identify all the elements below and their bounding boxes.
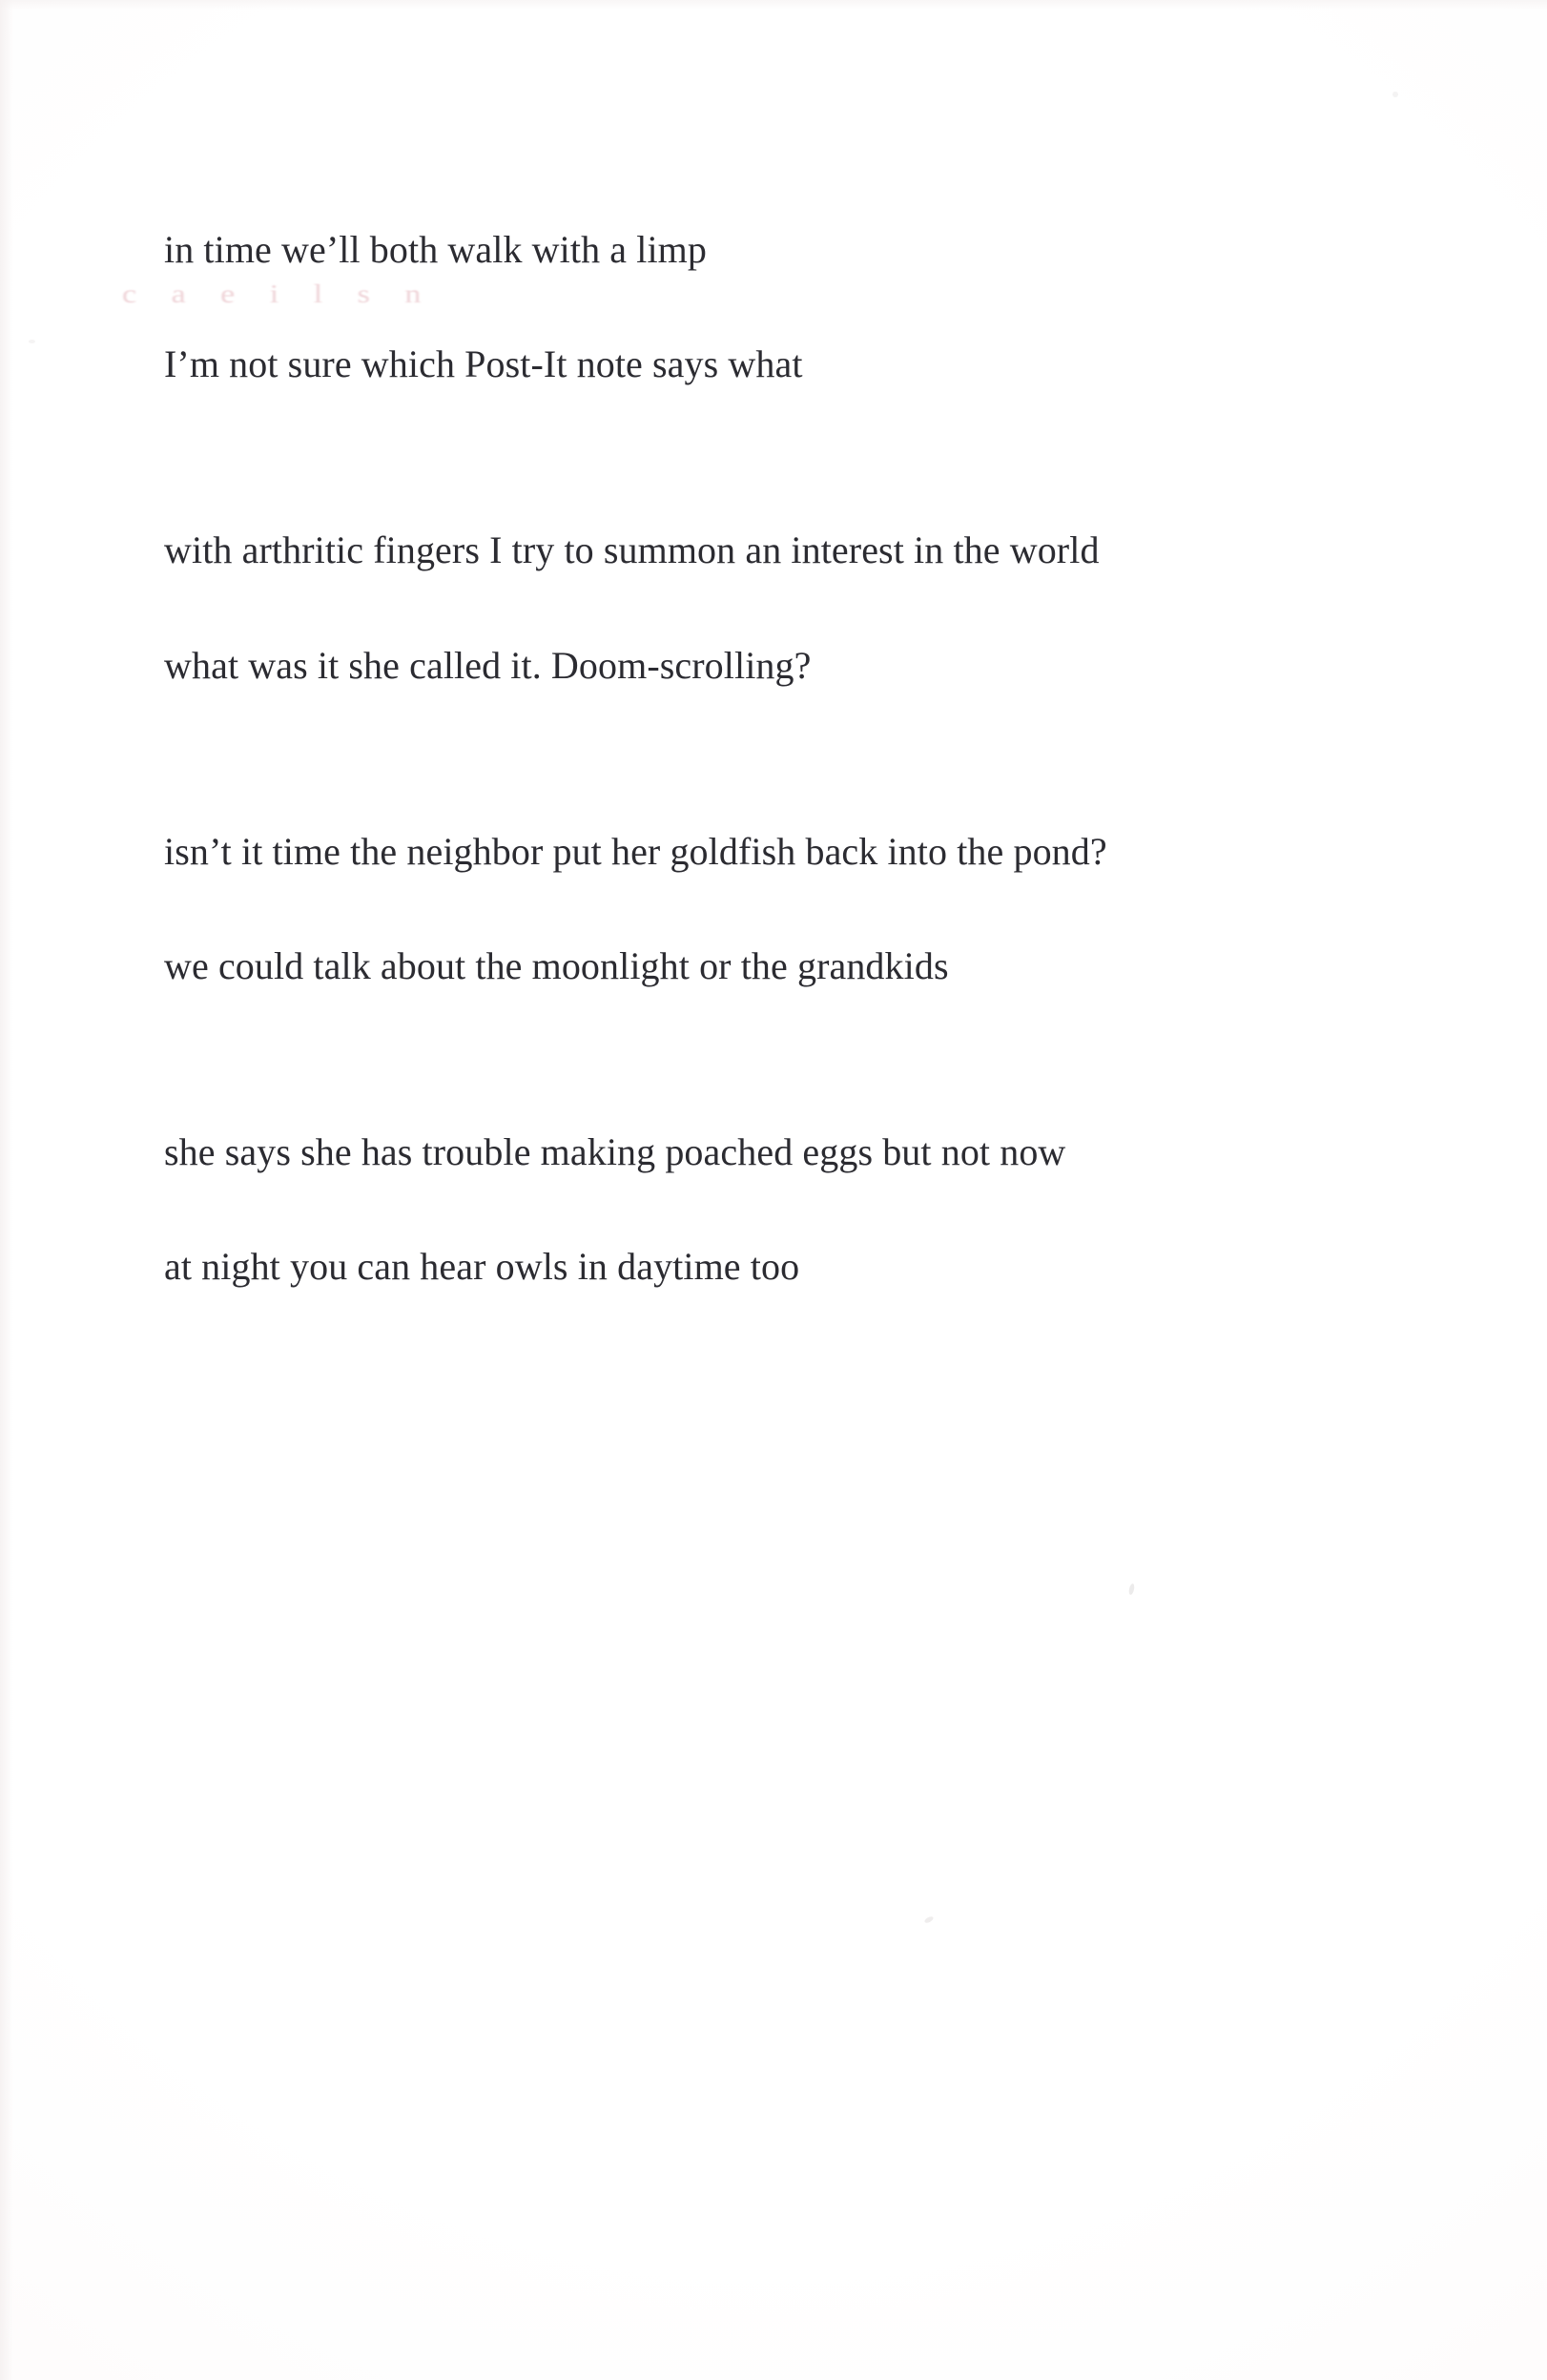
poem-line: isn’t it time the neighbor put her goldfish back into the pond? — [164, 829, 1107, 873]
poem-body — [164, 227, 1433, 1290]
scan-speck — [923, 1915, 934, 1924]
poem-line: what was it she called it. Doom-scrolling? — [164, 643, 812, 687]
ink-bleed-ghost-text: c a e i l s n — [122, 279, 435, 309]
page-edge-shadow-top — [0, 0, 1547, 10]
page-edge-shadow-left — [0, 0, 13, 2380]
poem-line: we could talk about the moonlight or the grandkids — [164, 943, 949, 987]
poem-line: with arthritic fingers I try to summon an interest in the world — [164, 528, 1100, 572]
poem-line: in time we’ll both walk with a limp — [164, 228, 707, 271]
poem-line: at night you can hear owls in daytime too — [164, 1245, 800, 1289]
poem-line: I’m not sure which Post-It note says what — [164, 342, 803, 386]
scan-speck — [1392, 92, 1398, 97]
scan-speck — [29, 340, 35, 343]
poem-line: she says she has trouble making poached eggs but not now — [164, 1130, 1066, 1174]
scan-speck — [1128, 1583, 1135, 1596]
